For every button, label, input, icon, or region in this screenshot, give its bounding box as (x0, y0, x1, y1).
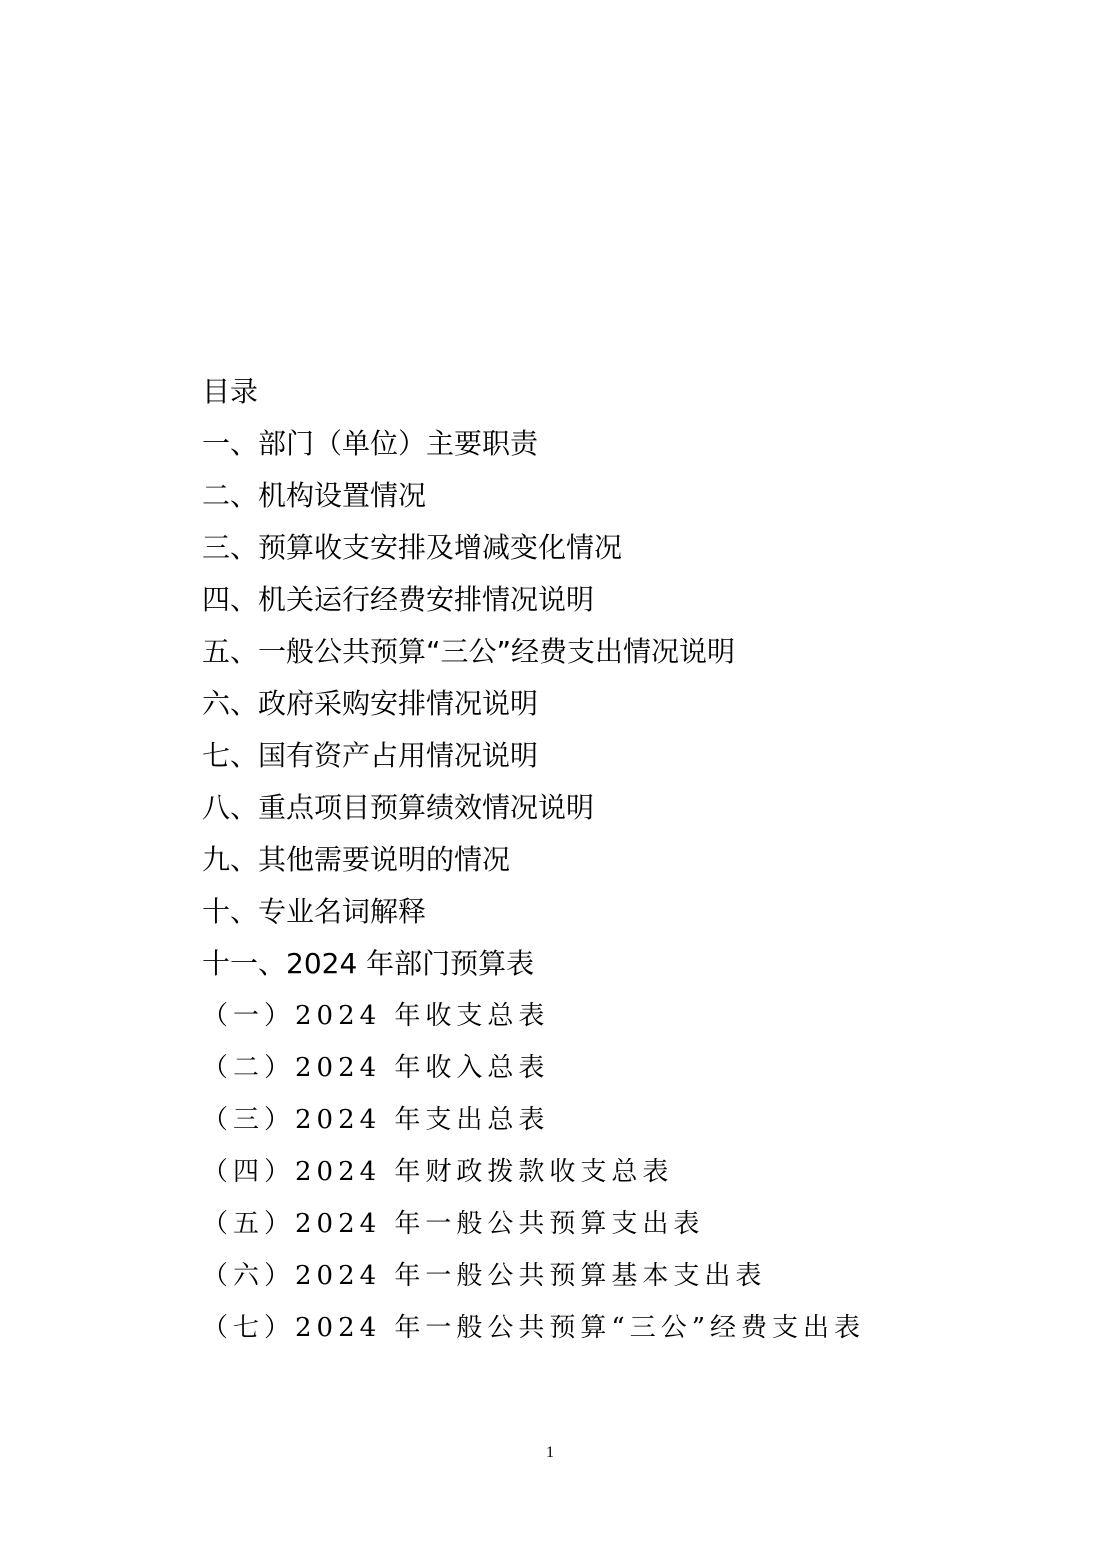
toc-subsection-2: （二）2024 年收入总表 (202, 1053, 550, 1083)
toc-subsection-1: （一）2024 年收支总表 (202, 1001, 550, 1031)
toc-section-3: 三、预算收支安排及增减变化情况 (202, 531, 623, 564)
toc-section-8: 八、重点项目预算绩效情况说明 (202, 791, 595, 824)
toc-subsection-6: （六）2024 年一般公共预算基本支出表 (202, 1261, 767, 1291)
toc-subsection-7: （七）2024 年一般公共预算“三公”经费支出表 (202, 1313, 866, 1343)
toc-section-10: 十、专业名词解释 (202, 895, 427, 928)
toc-subsection-3: （三）2024 年支出总表 (202, 1105, 550, 1135)
table-of-contents (202, 366, 1062, 1354)
toc-section-7: 七、国有资产占用情况说明 (202, 739, 539, 772)
toc-section-9: 九、其他需要说明的情况 (202, 843, 511, 876)
toc-title: 目录 (202, 375, 259, 408)
toc-section-4: 四、机关运行经费安排情况说明 (202, 583, 595, 616)
toc-subsection-5: （五）2024 年一般公共预算支出表 (202, 1209, 705, 1239)
toc-section-11: 十一、2024 年部门预算表 (202, 947, 535, 980)
toc-section-2: 二、机构设置情况 (202, 479, 427, 512)
toc-subsection-4: （四）2024 年财政拨款收支总表 (202, 1157, 674, 1187)
toc-section-1: 一、部门（单位）主要职责 (202, 427, 539, 460)
page-number: 1 (546, 1444, 554, 1461)
toc-section-6: 六、政府采购安排情况说明 (202, 687, 539, 720)
toc-section-5: 五、一般公共预算“三公”经费支出情况说明 (202, 635, 736, 668)
